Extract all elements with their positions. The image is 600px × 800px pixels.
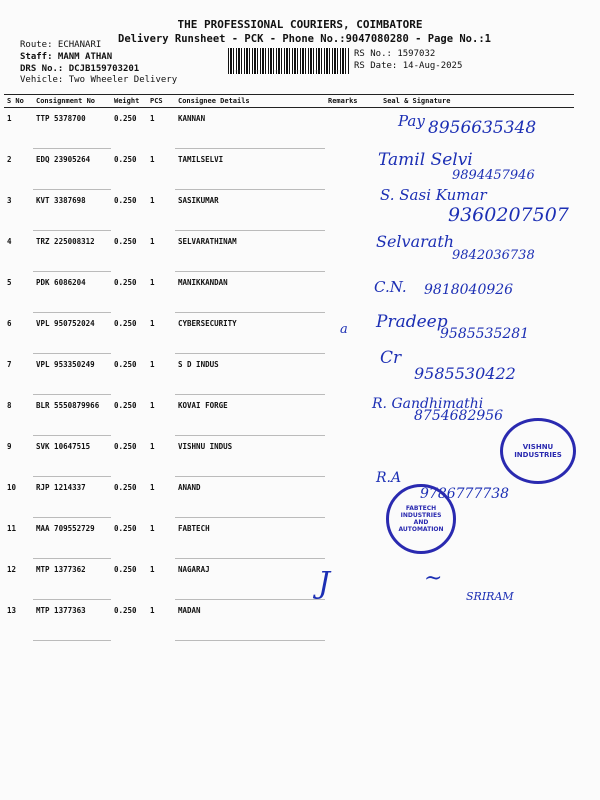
col-signature: Seal & Signature xyxy=(363,95,574,108)
fabtech-stamp xyxy=(386,484,456,554)
consignment-no: RJP 1214337 xyxy=(33,477,111,518)
sno: 5 xyxy=(7,277,12,287)
handwritten-phone-1: 8956635348 xyxy=(428,118,537,138)
handwritten-phone-4: 9842036738 xyxy=(452,248,535,263)
signature-13-scribble: ~ xyxy=(424,566,443,591)
pcs: 1 xyxy=(150,359,155,369)
consignment-no: TRZ 225008312 xyxy=(33,231,111,272)
weight: 0.250 xyxy=(114,359,137,369)
col-consignee: Consignee Details xyxy=(175,95,325,108)
consignment-no: MTP 1377362 xyxy=(33,559,111,600)
signature-6: Pradeep xyxy=(376,312,448,332)
consignee: NAGARAJ xyxy=(175,559,325,600)
weight: 0.250 xyxy=(114,318,137,328)
weight: 0.250 xyxy=(114,195,137,205)
consignment-no: KVT 3387698 xyxy=(33,190,111,231)
vishnu-stamp xyxy=(500,418,576,484)
company-title: THE PROFESSIONAL COURIERS, COIMBATORE xyxy=(177,18,423,31)
consignee: CYBERSECURITY xyxy=(175,313,325,354)
signature-10: R.A xyxy=(376,470,402,486)
consignment-no: TTP 5378700 xyxy=(33,108,111,149)
weight: 0.250 xyxy=(114,564,137,574)
pcs: 1 xyxy=(150,154,155,164)
consignee: SASIKUMAR xyxy=(175,190,325,231)
consignment-no: EDQ 23905264 xyxy=(33,149,111,190)
rs-number: RS No.: 1597032 xyxy=(354,49,436,59)
consignment-no: VPL 950752024 xyxy=(33,313,111,354)
pcs: 1 xyxy=(150,277,155,287)
weight: 0.250 xyxy=(114,482,137,492)
handwritten-phone-7: 9585530422 xyxy=(414,364,516,383)
fabtech-stamp-text: FABTECH INDUSTRIES AND AUTOMATION xyxy=(398,505,444,533)
pcs: 1 xyxy=(150,564,155,574)
consignee: S D INDUS xyxy=(175,354,325,395)
drs-number: DRS No.: DCJB159703201 xyxy=(20,64,140,74)
consignment-no: MTP 1377363 xyxy=(33,600,111,641)
vishnu-stamp-text: VISHNU INDUSTRIES xyxy=(514,443,562,459)
weight: 0.250 xyxy=(114,114,137,123)
route-label: Route: ECHANARI xyxy=(20,40,102,50)
sno: 6 xyxy=(7,318,12,328)
weight: 0.250 xyxy=(114,154,137,164)
handwritten-phone-5: 9818040926 xyxy=(424,282,514,298)
consignee: FABTECH xyxy=(175,518,325,559)
handwritten-phone-8: 8754682956 xyxy=(414,408,504,424)
consignee: KOVAI FORGE xyxy=(175,395,325,436)
weight: 0.250 xyxy=(114,236,137,246)
consignee: ANAND xyxy=(175,477,325,518)
sno: 11 xyxy=(7,523,17,533)
signature-13: J xyxy=(318,566,331,601)
sno: 12 xyxy=(7,564,17,574)
consignee: TAMILSELVI xyxy=(175,149,325,190)
consignee: MANIKKANDAN xyxy=(175,272,325,313)
table-row xyxy=(4,600,574,641)
consignee: KANNAN xyxy=(175,108,325,149)
consignee: VISHNU INDUS xyxy=(175,436,325,477)
pcs: 1 xyxy=(150,195,155,205)
sno: 8 xyxy=(7,400,12,410)
consignment-no: SVK 10647515 xyxy=(33,436,111,477)
handwritten-phone-6: 9585535281 xyxy=(440,326,530,342)
col-pcs: PCS xyxy=(147,95,175,108)
sno: 13 xyxy=(7,605,17,615)
sno: 4 xyxy=(7,236,12,246)
pcs: 1 xyxy=(150,318,155,328)
signature-2: Tamil Selvi xyxy=(378,150,473,170)
table-header-row xyxy=(4,95,574,108)
consignment-no: BLR 5550879966 xyxy=(33,395,111,436)
consignee: MADAN xyxy=(175,600,325,641)
sno: 1 xyxy=(7,114,12,123)
pcs: 1 xyxy=(150,400,155,410)
handwritten-phone-10: 9786777738 xyxy=(420,486,510,502)
consignee: SELVARATHINAM xyxy=(175,231,325,272)
weight: 0.250 xyxy=(114,277,137,287)
weight: 0.250 xyxy=(114,441,137,451)
signature-5: C.N. xyxy=(374,278,407,296)
table-row xyxy=(4,436,574,477)
pcs: 1 xyxy=(150,482,155,492)
remark-mark: a xyxy=(340,322,348,337)
pcs: 1 xyxy=(150,605,155,615)
handwritten-name: SRIRAM xyxy=(466,590,514,603)
weight: 0.250 xyxy=(114,523,137,533)
pcs: 1 xyxy=(150,114,155,123)
sno: 3 xyxy=(7,195,12,205)
consignment-no: MAA 709552729 xyxy=(33,518,111,559)
sno: 10 xyxy=(7,482,17,492)
signature-7: Cr xyxy=(380,348,402,368)
col-sno: S No xyxy=(4,95,33,108)
consignment-no: PDK 6086204 xyxy=(33,272,111,313)
handwritten-phone-2: 9894457946 xyxy=(452,168,535,183)
col-weight: Weight xyxy=(111,95,147,108)
signature-3: S. Sasi Kumar xyxy=(380,186,487,204)
sno: 2 xyxy=(7,154,12,164)
weight: 0.250 xyxy=(114,605,137,615)
staff-label: Staff: MANM ATHAN xyxy=(20,52,113,62)
pcs: 1 xyxy=(150,523,155,533)
sno: 9 xyxy=(7,441,12,451)
sno: 7 xyxy=(7,359,12,369)
vehicle-label: Vehicle: Two Wheeler Delivery xyxy=(20,75,178,85)
signature-1: Pay xyxy=(398,112,425,130)
handwritten-phone-3: 9360207507 xyxy=(448,204,569,226)
pcs: 1 xyxy=(150,236,155,246)
pcs: 1 xyxy=(150,441,155,451)
table-row xyxy=(4,518,574,559)
col-consignment: Consignment No xyxy=(33,95,111,108)
col-remarks: Remarks xyxy=(325,95,363,108)
signature-4: Selvarath xyxy=(376,232,455,251)
barcode xyxy=(228,48,350,74)
weight: 0.250 xyxy=(114,400,137,410)
rs-date: RS Date: 14-Aug-2025 xyxy=(354,61,463,71)
runsheet-subtitle: Delivery Runsheet - PCK - Phone No.:9047080280 - Page No.:1 xyxy=(118,33,491,45)
signature-8: R. Gandhimathi xyxy=(372,396,484,412)
consignment-no: VPL 953350249 xyxy=(33,354,111,395)
